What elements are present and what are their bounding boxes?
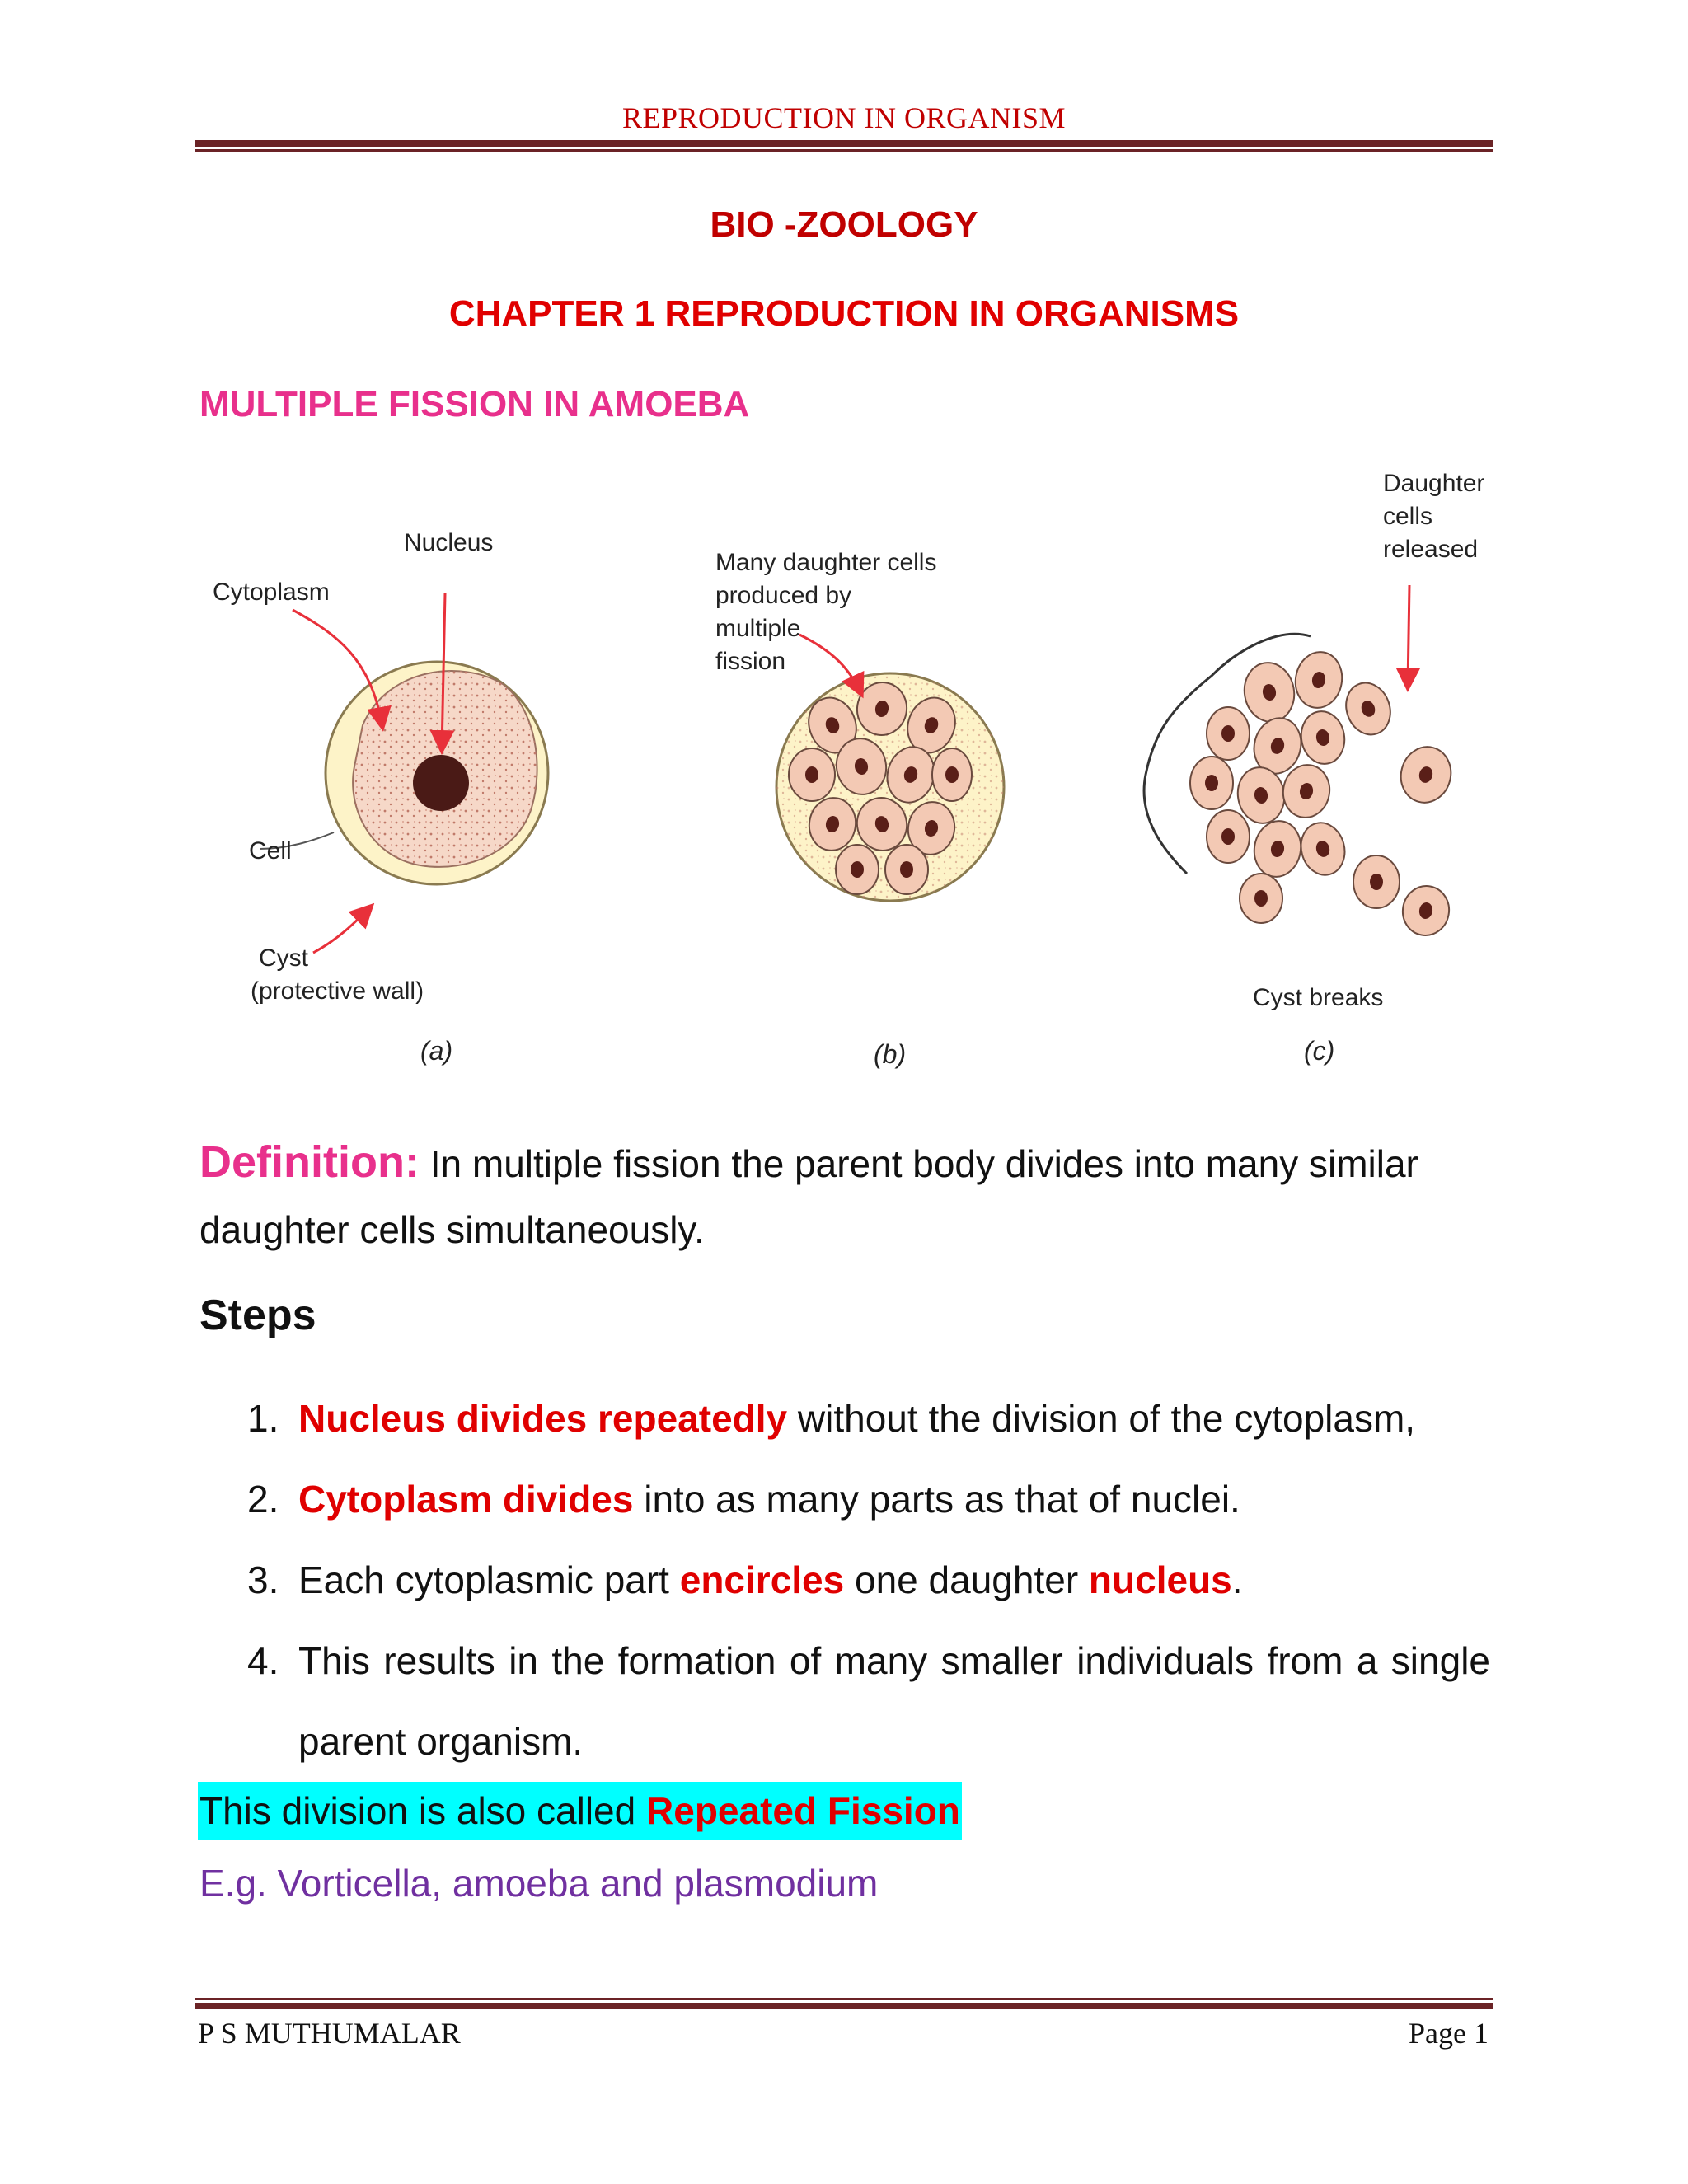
example-line: E.g. Vorticella, amoeba and plasmodium bbox=[199, 1862, 879, 1905]
section-heading: MULTIPLE FISSION IN AMOEBA bbox=[199, 384, 750, 424]
footer-page-number: Page 1 bbox=[1409, 2017, 1489, 2050]
daughter-cell bbox=[932, 748, 972, 801]
daughter-cell bbox=[789, 748, 835, 801]
nucleus-label: Nucleus bbox=[404, 529, 494, 556]
cells-label: cells bbox=[1383, 503, 1433, 530]
daughter-cell bbox=[1240, 658, 1299, 725]
step-number: 3. bbox=[247, 1558, 279, 1601]
daughter-cell bbox=[836, 845, 879, 894]
step-number: 1. bbox=[247, 1397, 279, 1440]
note-text: This division is also called bbox=[199, 1789, 647, 1832]
subject-title: BIO -ZOOLOGY bbox=[710, 204, 978, 245]
cyst-breaks-label: Cyst breaks bbox=[1253, 984, 1384, 1011]
panel-b bbox=[715, 549, 1004, 1069]
multiple-fission-figure bbox=[198, 462, 1492, 1088]
daughter-cell bbox=[1190, 757, 1233, 809]
step-text: into as many parts as that of nuclei. bbox=[633, 1478, 1240, 1521]
multiple-label: multiple bbox=[715, 615, 801, 642]
daughter-cell bbox=[1207, 707, 1250, 760]
step-number: 4. bbox=[247, 1639, 279, 1682]
step-item bbox=[247, 1540, 1490, 1620]
daughter-cell bbox=[1250, 818, 1306, 881]
cytoplasm-label: Cytoplasm bbox=[213, 579, 330, 606]
cyst-label: Cyst bbox=[259, 944, 308, 972]
panel-a bbox=[213, 529, 548, 1066]
daughter-cell bbox=[1353, 855, 1400, 908]
daughter-cell bbox=[1240, 874, 1282, 923]
caption-b: (b) bbox=[874, 1039, 907, 1069]
released-label: released bbox=[1383, 536, 1479, 563]
daughter-cell bbox=[1395, 741, 1457, 808]
caption-c: (c) bbox=[1304, 1036, 1335, 1066]
daughter-cell bbox=[885, 845, 928, 894]
note-highlight: Repeated Fission bbox=[646, 1789, 960, 1832]
cell-label: Cell bbox=[249, 837, 292, 865]
daughter-label: Daughter bbox=[1383, 470, 1485, 497]
step-text: Each cytoplasmic part bbox=[298, 1558, 680, 1601]
caption-a: (a) bbox=[420, 1036, 453, 1066]
chapter-title: CHAPTER 1 REPRODUCTION IN ORGANISMS bbox=[448, 293, 1240, 334]
cyst-label-sub: (protective wall) bbox=[251, 977, 424, 1005]
produced-by-label: produced by bbox=[715, 582, 852, 609]
footer-rule bbox=[195, 1998, 1493, 2009]
step-text: one daughter bbox=[844, 1558, 1089, 1601]
fission-label: fission bbox=[715, 648, 786, 675]
many-daughter-label: Many daughter cells bbox=[715, 549, 937, 576]
step-number: 2. bbox=[247, 1478, 279, 1521]
footer-author: P S MUTHUMALAR bbox=[198, 2017, 461, 2050]
step-text: without the division of the cytoplasm, bbox=[787, 1397, 1416, 1440]
daughter-cell bbox=[1339, 677, 1398, 741]
definition-label: Definition: bbox=[199, 1137, 420, 1187]
definition-text: In multiple fission the parent body divides into many similar daughter cells simultaneously. bbox=[199, 1142, 1418, 1251]
daughter-cell bbox=[1297, 708, 1348, 767]
daughter-cells-c bbox=[1190, 649, 1457, 940]
steps-heading: Steps bbox=[199, 1291, 316, 1339]
definition-paragraph bbox=[199, 1129, 1485, 1263]
step-highlight: Nucleus divides repeatedly bbox=[298, 1397, 788, 1440]
highlighted-note bbox=[198, 1782, 962, 1840]
header-rule bbox=[195, 140, 1493, 152]
step-item bbox=[247, 1459, 1490, 1540]
step-text: . bbox=[1231, 1558, 1243, 1601]
step-text: This results in the formation of many smaller individuals from a single parent organism. bbox=[298, 1639, 1490, 1763]
panel-c bbox=[1144, 470, 1484, 1066]
step-item bbox=[247, 1378, 1490, 1459]
daughter-cell bbox=[1399, 883, 1453, 940]
steps-list bbox=[247, 1378, 1490, 1782]
daughter-cell bbox=[1292, 649, 1347, 712]
running-header: REPRODUCTION IN ORGANISM bbox=[621, 101, 1067, 134]
step-highlight: encircles bbox=[679, 1558, 845, 1601]
step-highlight: Cytoplasm divides bbox=[298, 1478, 634, 1521]
daughter-cell bbox=[1207, 810, 1250, 863]
step-item bbox=[247, 1620, 1490, 1782]
daughter-cell bbox=[1296, 818, 1351, 879]
step-highlight: nucleus bbox=[1088, 1558, 1232, 1601]
